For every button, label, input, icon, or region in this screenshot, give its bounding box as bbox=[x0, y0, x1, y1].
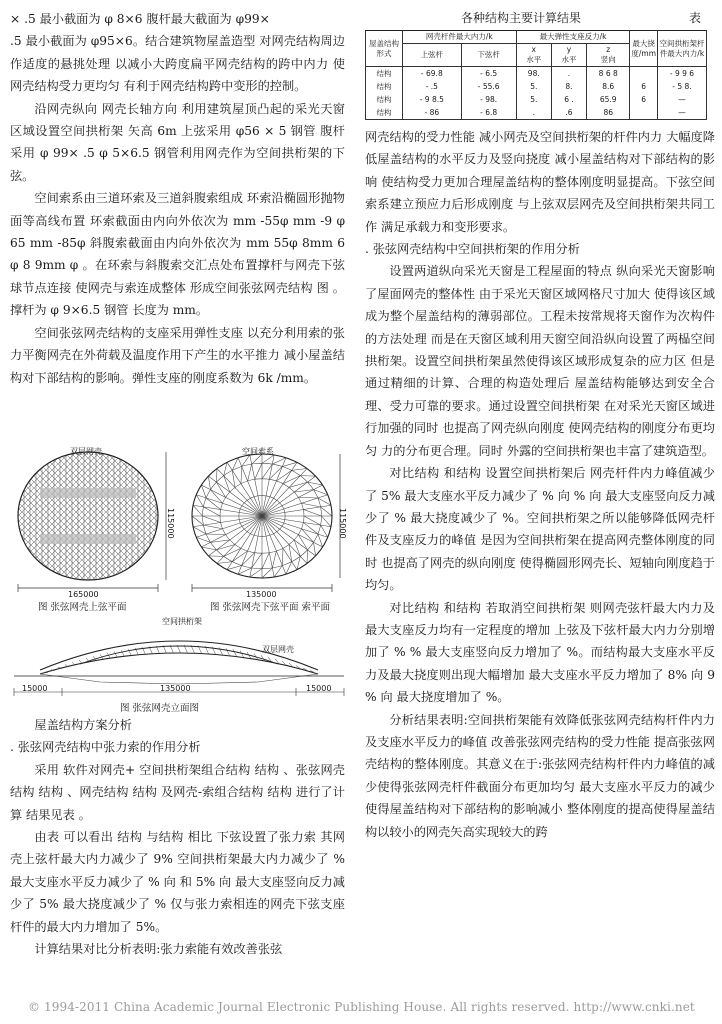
right-column bbox=[365, 8, 715, 843]
cell: - .5 bbox=[403, 80, 462, 93]
cell: 6 bbox=[630, 93, 658, 106]
fig-b-caption: 图 张弦网壳下弦平面 索平面 bbox=[210, 602, 331, 613]
para-table-compare: 由表 可以看出 结构 与结构 相比 下弦设置了张力索 其网壳上弦杆最大内力减少了 9% 空间拱桁架最大内力减少了 % 最大支座水平反力减少了 % 向 和 5% 向 最大支座竖向反力减少了 5% 最大挠度减少了 % 仅与张力索相连的网壳下弦支座杆件的最大内力增加了 5%。 bbox=[10, 830, 345, 934]
table-title-row bbox=[365, 8, 715, 28]
cell: 6 bbox=[630, 80, 658, 93]
cell: - 55.6 bbox=[461, 80, 516, 93]
fig-b-label: 空间索系 bbox=[242, 447, 274, 456]
fig-a-label: 双层网壳 bbox=[70, 447, 102, 456]
cell bbox=[630, 106, 658, 120]
fig-c-caption: 图 张弦网壳立面图 bbox=[120, 703, 200, 714]
cell: - 98. bbox=[461, 93, 516, 106]
th-x bbox=[516, 44, 551, 67]
th-lower: 下弦杆 bbox=[461, 44, 516, 67]
th-x-dir: 水平 bbox=[526, 55, 542, 64]
para-remove-arch: 对比结构 和结构 若取消空间拱桁架 则网壳弦杆最大内力及最大支座反力均有一定程度的增加 上弦及下弦杆最大内力分别增加了 % % 最大支座竖向反力增加了 %。而结构最大支座水平反力及最大挠度则出现大幅增加 最大支座水平反力增加了 8% 向 9 % 向 最大挠度增加了 %。 bbox=[365, 600, 715, 705]
cell: 98. bbox=[516, 67, 551, 81]
cell: 8.6 bbox=[587, 80, 630, 93]
fig-c-dim-middle: 135000 bbox=[160, 684, 191, 693]
cell: 5. bbox=[516, 80, 551, 93]
figure-area bbox=[10, 447, 348, 714]
table-row bbox=[366, 93, 707, 106]
cell: .6 bbox=[551, 106, 586, 120]
th-y bbox=[551, 44, 586, 67]
section-heading-cable: . 张弦网壳结构中张力索的作用分析 bbox=[10, 740, 201, 755]
cell: - 6.8 bbox=[461, 106, 516, 120]
th-z-axis: z bbox=[606, 45, 611, 54]
cell: 5. bbox=[516, 93, 551, 106]
table-title: 各种结构主要计算结果 bbox=[461, 11, 582, 25]
th-z-dir: 竖向 bbox=[600, 55, 616, 64]
cell: - 6.5 bbox=[461, 67, 516, 81]
left-column-upper bbox=[10, 8, 345, 389]
cell: - 9 8.5 bbox=[403, 93, 462, 106]
cell: . bbox=[551, 67, 586, 81]
cell: . bbox=[516, 106, 551, 120]
fig-a-caption: 图 张弦网壳上弦平面 bbox=[38, 602, 127, 613]
th-z bbox=[587, 44, 630, 67]
cell: 65.9 bbox=[587, 93, 630, 106]
para-conclusion-start: 计算结果对比分析表明:张力索能有效改善张弦 bbox=[34, 942, 283, 957]
left-column-lower bbox=[10, 714, 345, 960]
cell: 8. bbox=[551, 80, 586, 93]
table-row bbox=[366, 80, 707, 93]
fig-c-dim-left: 15000 bbox=[22, 684, 48, 693]
copyright-footer: © 1994-2011 China Academic Journal Electronic Publishing House. All rights reserved. http://www.cnki.net bbox=[28, 1000, 695, 1014]
cell: 6 . bbox=[551, 93, 586, 106]
fig-a-dim-horizontal: 165000 bbox=[68, 590, 99, 599]
th-deflection: 最大挠度/mm bbox=[630, 31, 658, 67]
th-reaction-group: 最大弹性支座反力/k bbox=[516, 31, 630, 44]
cell: 8 6 8 bbox=[587, 67, 630, 81]
th-arch: 空间拱桁架杆件最大内力/k bbox=[658, 31, 707, 67]
para-arch-truss: 沿网壳纵向 网壳长轴方向 利用建筑屋顶凸起的采光天窗区域设置空间拱桁架 矢高 6m 上弦采用 φ56 × 5 钢管 腹杆采用 φ 99× .5 φ 5×6.5 钢管利用网壳作为空间拱桁架的下弦。 bbox=[10, 101, 345, 183]
cell: 结构 bbox=[366, 106, 403, 120]
cell: 结构 bbox=[366, 67, 403, 81]
fig-a-dim-vertical: 115000 bbox=[166, 508, 175, 539]
fig-c-dim-right: 15000 bbox=[306, 684, 332, 693]
fig-b-dim-horizontal: 135000 bbox=[246, 590, 277, 599]
th-type: 屋盖结构形式 bbox=[366, 31, 403, 67]
cell: - 69.8 bbox=[403, 67, 462, 81]
para-arch-conclusion: 分析结果表明:空间拱桁架能有效降低张弦网壳结构杆件内力及支座水平反力的峰值 改善张弦网壳结构的受力性能 提高张弦网壳结构的整体刚度。其意义在于:张弦网壳结构杆件内力峰值的减少使得张弦网壳杆件截面分布更加均匀 最大支座水平反力的减少使得屋盖结构对下部结构的影响减小 整体刚度的提高使得屋盖结构以较小的网壳矢高实现较大的跨 bbox=[365, 712, 715, 839]
para-compare-arch: 对比结构 和结构 设置空间拱桁架后 网壳杆件内力峰值减少了 5% 最大支座水平反力减少了 % 向 % 向 最大支座竖向反力减少了 % 最大挠度减少了 %。空间拱桁架之所以能够降低网壳杆件及支座反力的峰值 是因为空间拱桁架在提高网壳整体刚度的同时 也提高了网壳的纵向刚度 使得椭圆形网壳长、短轴向刚度趋于均匀。 bbox=[365, 466, 715, 593]
lower-chord-plan-figure bbox=[182, 448, 352, 598]
cell: 结构 bbox=[366, 80, 403, 93]
cell bbox=[630, 67, 658, 81]
table-row bbox=[366, 106, 707, 120]
th-y-dir: 水平 bbox=[561, 55, 577, 64]
table-key: 表 bbox=[688, 11, 701, 25]
para-support: 空间张弦网壳结构的支座采用弹性支座 以充分利用索的张力平衡网壳在外荷载及温度作用下产生的水平推力 减小屋盖结构对下部结构的影响。弹性支座的刚度系数为 6k /mm。 bbox=[10, 325, 345, 385]
th-member-group: 网壳杆件最大内力/k bbox=[403, 31, 517, 44]
table-row bbox=[366, 67, 707, 81]
section-heading-arch: . 张弦网壳结构中空间拱桁架的作用分析 bbox=[365, 242, 580, 257]
fig-c-side-label: 双层网壳 bbox=[262, 645, 294, 654]
cell: — bbox=[658, 93, 707, 106]
para-cable-effect: 网壳结构的受力性能 减小网壳及空间拱桁架的杆件内力 大幅度降低屋盖结构的水平反力及竖向挠度 减小屋盖结构对下部结构的影响 使结构受力更加合理屋盖结构的整体刚度明显提高。下弦空间索系建立预应力后形成刚度 与上弦双层网壳及空间拱桁架共同工作 满足承载力和变形要求。 bbox=[365, 130, 715, 234]
cell: — bbox=[658, 106, 707, 120]
cell: - 86 bbox=[403, 106, 462, 120]
th-upper: 上弦杆 bbox=[403, 44, 462, 67]
para-skylight: 设置两道纵向采光天窗是工程屋面的特点 纵向采光天窗影响了屋面网壳的整体性 由于采光天窗区域网格尺寸加大 使得该区域成为整个屋盖结构的薄弱部位。工程未按常规将天窗作为次构件的方法处理 而是在天窗区域利用天窗空间沿纵向设置了两榀空间拱桁架。设置空间拱桁架虽然使得该区域形成复杂的应力区 但是通过精细的计算、合理的构造处理后 屋盖结构能够达到安全合理、受力可靠的要求。通过设置空间拱桁架 在对采光天窗区域进行加强的同时 也提高了网壳纵向刚度 使网壳结构的刚度分布更均匀 力的分布更合理。同时 外露的空间拱桁架也丰富了建筑造型。 bbox=[365, 264, 715, 458]
para-top-line: × .5 最小截面为 φ 8×6 腹杆最大截面为 φ99× bbox=[10, 12, 270, 26]
th-x-axis: x bbox=[531, 45, 536, 54]
cell: - 9 9 6 bbox=[658, 67, 707, 81]
cell: - 5 8. bbox=[658, 80, 707, 93]
fig-b-dim-vertical: 115000 bbox=[338, 508, 347, 539]
para-top: .5 最小截面为 φ95×6。结合建筑物屋盖造型 对网壳结构周边作适度的悬挑处理 以减小大跨度扁平网壳结构的跨中内力 使网壳结构受力更均匀 有利于网壳结构跨中变形的控制。 bbox=[10, 34, 345, 94]
fig-c-top-label: 空间拱桁架 bbox=[162, 617, 202, 626]
cell: 结构 bbox=[366, 93, 403, 106]
para-software: 采用 软件对网壳+ 空间拱桁架组合结构 结构 、张弦网壳结构 结构 、网壳结构 结构 及网壳-索组合结构 结构 进行了计算 结果见表 。 bbox=[10, 762, 345, 822]
para-cable-system: 空间索系由三道环索及三道斜腹索组成 环索沿椭圆形抛物面等高线布置 环索截面由内向外依次为 mm -55φ mm -9 φ 65 mm -85φ 斜腹索截面由内向外依次为 mm 55φ 8mm 6 φ 8 9mm φ 。在环索与斜腹索交汇点处布置撑杆与网壳下弦球节点连接 使网壳与索连成整体 形成空间张弦网壳结构 图 。撑杆为 φ 9×6.5 钢管 长度为 mm。 bbox=[10, 191, 345, 318]
th-y-axis: y bbox=[566, 45, 572, 54]
upper-chord-plan-figure bbox=[10, 448, 180, 598]
results-table bbox=[365, 30, 707, 120]
cell: 86 bbox=[587, 106, 630, 120]
section-heading-scheme: 屋盖结构方案分析 bbox=[34, 718, 132, 732]
